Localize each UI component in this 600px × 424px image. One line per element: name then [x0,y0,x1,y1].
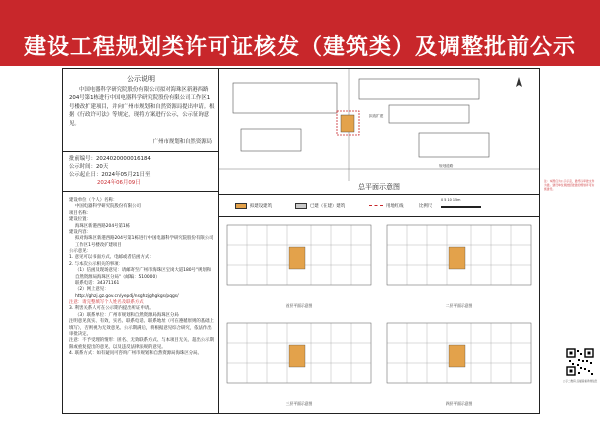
online-label: （2）网上意见： [75,287,109,293]
site-plan-drawing [219,69,539,181]
existing-building [389,105,469,123]
validity-note: 注明意见真实、有效，实名、联系电话、联系地址（可在遵循原则的基础上填写），否则视为无效意见。公示期满后，将根据意见综合研究，依法作出审批决定。 [69,319,214,337]
applicant-label: 建设单位（个人）名称： [69,198,118,203]
phone-number: 联系电话：34371161 [75,280,120,286]
legend-label-scale: 比例尺 [419,204,433,209]
proposed-area [289,345,305,367]
rejection-note: 注意：不予受理的情形：匿名、无效联系方式、与本项目无关、超出公示期限或重复提出的意见，以及违反法律法规的意见。 [69,338,214,350]
floor-plan-drawing [219,315,379,403]
floor-plan-2 [379,217,539,315]
existing-building [241,129,301,151]
floor-3-caption: 三层平面示意图 [285,401,313,406]
publicity-signature: 广州市规划和自然资源局 [152,139,212,145]
road-label: 规划道路 [439,164,454,168]
floor-plan-4 [379,315,539,413]
period-start-text: 公示起止日：2024年05月21日至 [69,172,151,178]
site-plan [219,69,539,217]
site-plan-caption: 总平面示意图 [358,183,400,191]
content-value: 拟对海珠区新港西路204号第1栋进行中国电器科学研究院股份有限公司工作区1号楼改扩建项目 [75,236,214,248]
site-plan-legend [219,194,539,216]
floor-plan-drawing [219,217,379,305]
period-end-text: 2024年06月09日 [97,180,141,186]
publicity-board [62,68,540,414]
content-label: 建设内容： [69,229,91,235]
scale-bar [441,206,481,208]
period-label: 公示时间：20天 [69,164,109,170]
floor-plans [219,217,539,413]
opinion-label: 公示意见： [69,249,91,254]
scale-values: 0 5 10 15m [441,198,461,202]
floor-4-caption: 四层平面示意图 [445,401,473,406]
legend-swatch-build [235,203,247,209]
proposed-area [449,247,465,269]
publicity-title: 公示说明 [127,75,155,83]
details-list [69,198,215,357]
legend-swatch-existing [295,203,307,209]
location-value: 海珠区新港西路204号第1栋 [75,223,131,229]
project-label: 项目名称： [69,210,91,216]
legend-label-boundary: 用地红线 [386,204,404,209]
case-number: 批前编号：2024020000016184 [69,156,151,162]
qr-caption: 公示二维码 扫描查看详细信息 [562,380,598,383]
existing-building [359,79,479,99]
period-end [97,179,141,187]
location-label: 建设位置： [69,217,91,223]
existing-building [419,133,489,157]
proposed-building [341,115,354,132]
warning-note: 注意：请完整填写个人姓名及联系方式 [69,300,144,305]
proposed-area [449,345,465,367]
north-arrow-icon [516,77,522,87]
mail-instructions: （1）信函及现场意见：请邮寄至广州市海珠区宝岗大道180号"规划和自然资源局海珠区分局"（邮编：510000） [75,268,212,280]
opinion-item-1: 1. 意见可以书面方式、电邮或者信函方式： [69,255,154,261]
floor-plan-1 [219,217,379,315]
right-panel [219,69,539,413]
opinion-item-2: 2. 与本次公示相关的事项： [69,261,123,267]
floor-plan-drawing [379,217,539,305]
header-banner [0,0,600,66]
opinion-item-3: 3. 利害关系人可在公示期内提出听证申请。 [69,306,154,312]
contact-unit: （3）联系单位：广州市规划和自然资源局海珠区分局 [75,312,179,318]
floor-1-caption: 首层平面示意图 [285,303,313,308]
legend-label-build: 拟建设建筑 [250,204,272,209]
existing-building [233,83,337,113]
legend-label-existing: 已建（在建）建筑 [310,204,346,209]
floor-plan-drawing [379,315,539,403]
floor-plan-3 [219,315,379,413]
proposed-building-label: 拟改扩建 [369,114,384,118]
online-url[interactable]: http://ghzj.gz.gov.cn/yepdj/nsghzjghgkgs/pqgs/ [75,293,179,299]
period-start [69,171,150,179]
legend-swatch-boundary [369,205,383,206]
opinion-item-4: 4. 联系方式：如有疑问可咨询广州市规划和自然资源局海珠区分局。 [69,351,202,356]
side-notes: 注：本图仅为公示示意，最终以审批文件为准。建设单位须按经批准的规划许可实施建设。 [544,179,595,191]
qr-code-icon[interactable] [566,348,594,376]
divider [63,191,219,192]
page-title: 建设工程规划类许可证核发（建筑类）及调整批前公示 [23,35,576,60]
left-column [63,69,219,413]
publicity-body: 中国电器科学研究院股份有限公司拟对海珠区新港西路204号第1栋进行中国电器科学研究院股份有限公司工作区1号楼改扩建项目，并向广州市规划和自然资源局提出申请。根据《行政许可法》等规定，现将方案进行公示，公示征询意见。 [69,87,215,127]
proposed-area [289,247,305,269]
applicant-value: 中国电器科学研究院股份有限公司 [75,204,141,210]
floor-2-caption: 二层平面示意图 [445,303,473,308]
divider [63,151,219,152]
